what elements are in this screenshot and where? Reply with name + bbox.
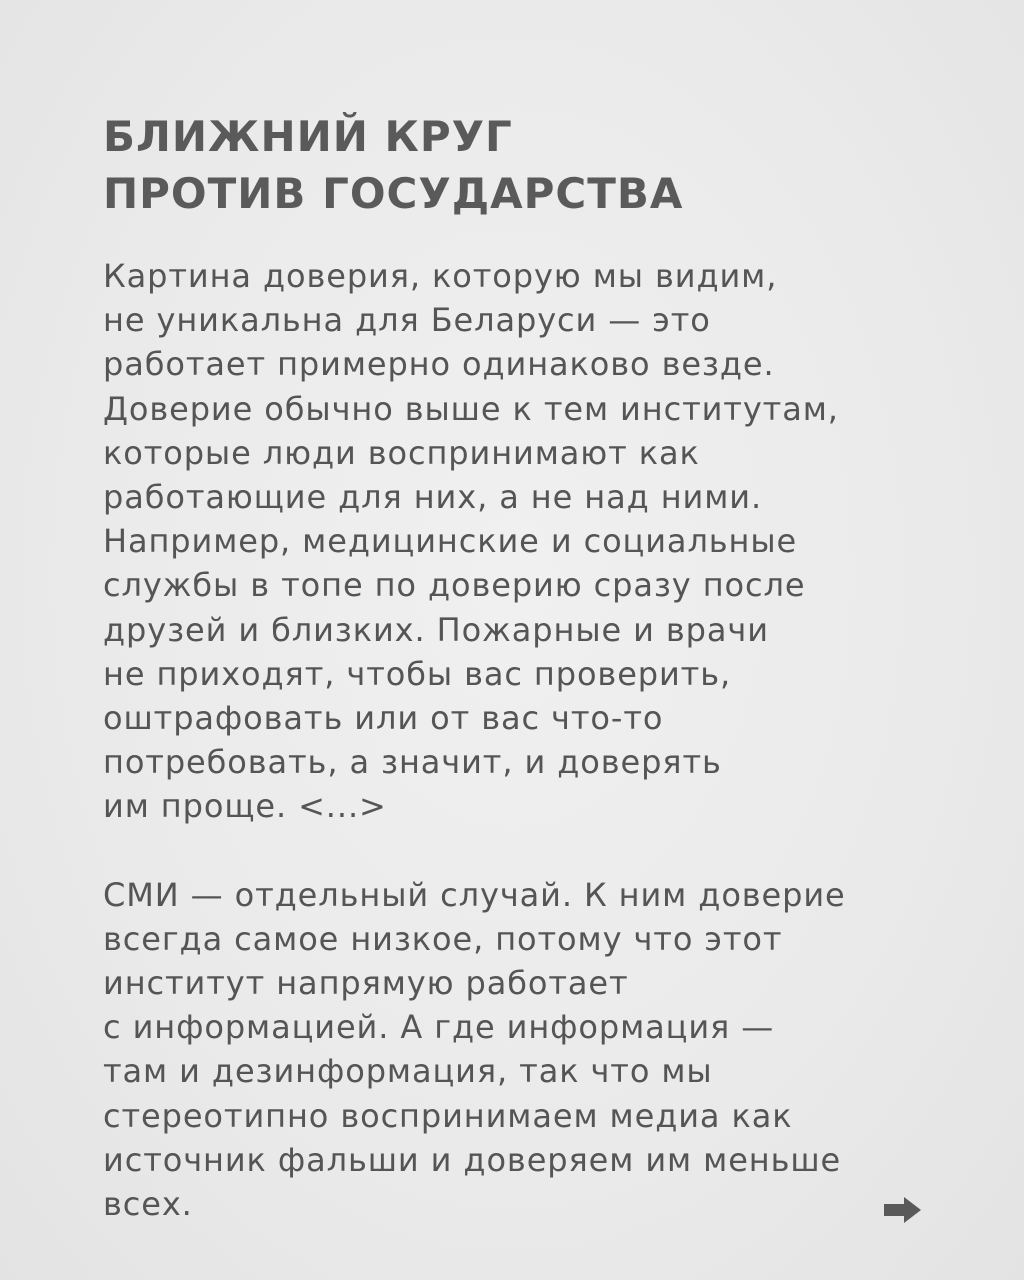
paragraph-2-line: всех. bbox=[103, 1185, 193, 1224]
paragraph-1-line: работает примерно одинаково везде. bbox=[103, 345, 775, 384]
paragraph-2-line: СМИ — отдельный случай. К ним доверие bbox=[103, 875, 846, 914]
paragraph-2-line: источник фальши и доверяем им меньше bbox=[103, 1140, 842, 1179]
paragraph-1-line: им проще. <...> bbox=[103, 787, 387, 826]
paragraph-2-line: с информацией. А где информация — bbox=[103, 1008, 775, 1047]
paragraph-1 bbox=[103, 254, 923, 829]
title-line-1: БЛИЖНИЙ КРУГ bbox=[103, 112, 513, 161]
paragraph-1-line: Например, медицинские и социальные bbox=[103, 522, 798, 561]
paragraph-1-line: не приходят, чтобы вас проверить, bbox=[103, 654, 732, 693]
paragraph-1-line: не уникальна для Беларуси — это bbox=[103, 301, 711, 340]
paragraph-1-line: оштрафовать или от вас что-то bbox=[103, 699, 664, 738]
right-arrow-icon[interactable] bbox=[884, 1195, 922, 1225]
paragraph-2-line: всегда самое низкое, потому что этот bbox=[103, 919, 783, 958]
paragraph-1-line: Доверие обычно выше к тем институтам, bbox=[103, 389, 839, 428]
right-arrow-icon-svg bbox=[884, 1195, 922, 1225]
paragraph-1-line: службы в топе по доверию сразу после bbox=[103, 566, 806, 605]
slide-content bbox=[103, 108, 923, 1226]
slide-title bbox=[103, 108, 923, 222]
paragraph-2-line: там и дезинформация, так что мы bbox=[103, 1052, 713, 1091]
paragraph-1-line: друзей и близких. Пожарные и врачи bbox=[103, 610, 769, 649]
paragraph-1-line: потребовать, а значит, и доверять bbox=[103, 743, 722, 782]
paragraph-2-line: институт напрямую работает bbox=[103, 964, 629, 1003]
title-line-2: ПРОТИВ ГОСУДАРСТВА bbox=[103, 169, 684, 218]
paragraph-2-line: стереотипно воспринимаем медиа как bbox=[103, 1096, 793, 1135]
paragraph-1-line: Картина доверия, которую мы видим, bbox=[103, 257, 778, 295]
paragraph-2 bbox=[103, 873, 923, 1227]
paragraph-1-line: которые люди воспринимают как bbox=[103, 433, 700, 472]
paragraph-1-line: работающие для них, а не над ними. bbox=[103, 478, 763, 517]
